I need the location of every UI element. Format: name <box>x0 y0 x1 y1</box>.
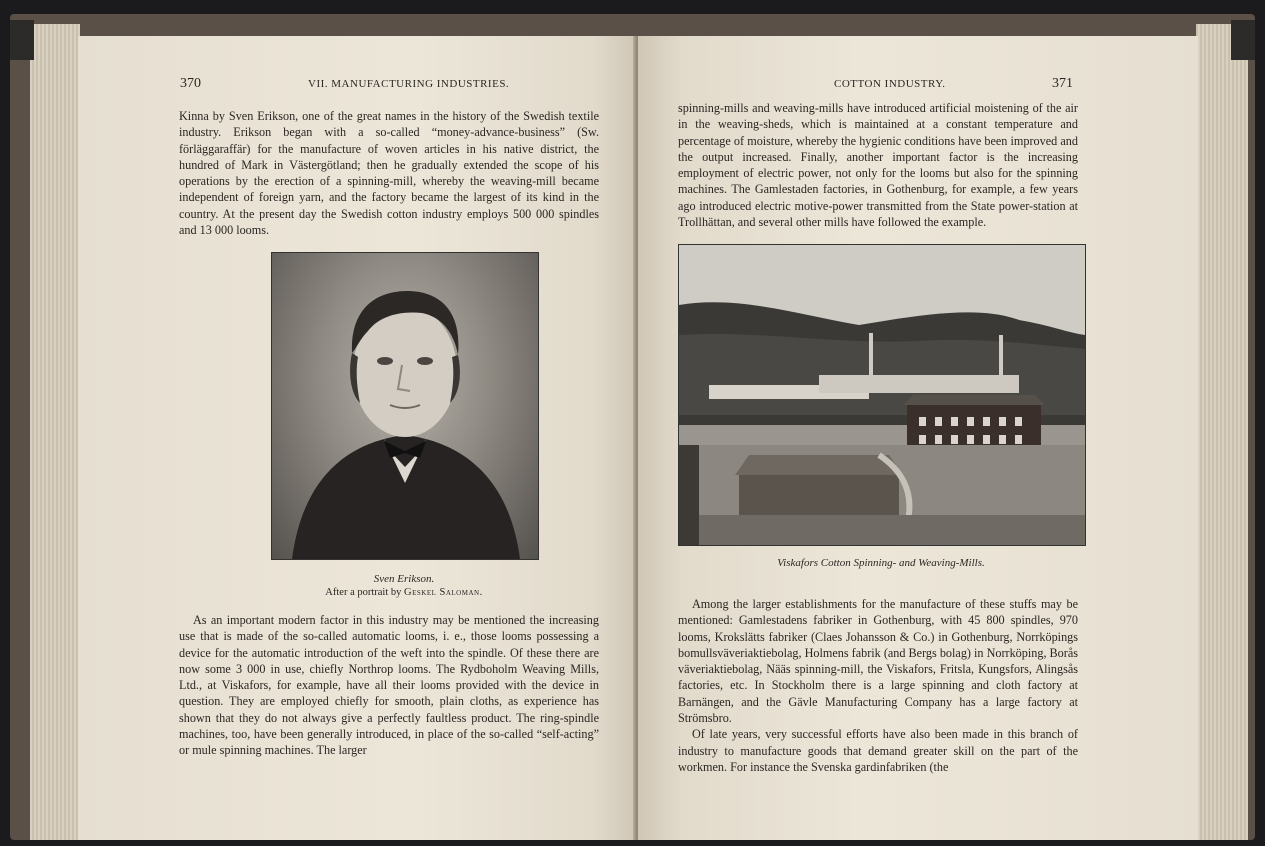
right-page <box>638 36 1198 840</box>
portrait-image <box>271 252 539 560</box>
portrait-caption-artist: Geskel Saloman. <box>404 587 483 598</box>
open-book <box>10 14 1255 840</box>
left-paragraph-2 <box>179 612 599 759</box>
page-number-right: 371 <box>1052 76 1073 91</box>
right-page-edges <box>1196 24 1248 840</box>
right-paragraph-2-text: Among the larger establishments for the manufacture of these stuffs may be mentioned: Gamlestadens fabriker in Gothenburg, with 45 800 spindles, 970 looms, Krokslätts fabriker (Claes Johansson & Co.) in Gothenburg, Norrköpings bomullsväveriaktiebolag, Holmens fabrik (and Bergs bolag) in Norrköping, Borås väveriaktiebolag, Nääs spinning-mill, the Viskafors, Fritsla, Kungsfors, Alingsås factories, etc. In Stockholm there is a large spinning and cloth factory at Barnängen, and the Gävle Manufacturing Company has a large factory at Strömsbro. <box>678 597 1078 726</box>
right-paragraph-2 <box>678 596 1078 775</box>
page-number-left: 370 <box>180 76 201 91</box>
mill-illustration <box>679 245 1085 545</box>
left-paragraph-2-text: As an important modern factor in this industry may be mentioned the increasing use that is made of the so-called automatic looms, i. e., those looms possessing a device for the automatic introduction of the weft into the spindle. Of these there are now some 3 000 in use, chiefly Northrop looms. The Rydboholm Weaving Mills, Ltd., at Viskafors, for example, have all their looms provided with the device in question. They are employed chiefly for smooth, plain cloths, as experience has shown that they do not always give a perfectly faultless product. The ring-spindle machines, too, have been generally introduced, in place of the so-called “self-acting” or mule spinning machines. The larger <box>179 613 599 758</box>
right-paragraph-1-text: spinning-mills and weaving-mills have introduced artificial moistening of the air in the weaving-sheds, which is maintained at a constant temperature and percentage of moisture, whereby the hygienic conditions have been improved and the output increased. Finally, another important factor is the increasing employment of electric power, not only for the looms but also for the spinning machines. The Gamlestaden factories, in Gothenburg, for example, a few years ago introduced electric motive-power transmitted from the State power-station at Trollhättan, and several other mills have followed the example. <box>678 101 1078 230</box>
left-page <box>78 36 636 840</box>
left-paragraph-1-text: Kinna by Sven Erikson, one of the great names in the history of the Swedish textile industry. Erikson began with a so-called “money-advance-business” (Sw. förläggaraffär) for the manufacture of woven articles in his native district, the hundred of Mark in Västergötland; then he gradually extended the scope of his operations by the erection of a spinning-mill, whereby the weaving-mill became independent of foreign yarn, and the factory became the largest of its kind in the country. At the present day the Swedish cotton industry employs 500 000 spindles and 13 000 looms. <box>179 109 599 238</box>
portrait-caption <box>271 572 537 600</box>
photo-caption-text: Viskafors Cotton Spinning- and Weaving-Mills. <box>777 557 985 569</box>
running-header-right: COTTON INDUSTRY. <box>834 78 946 90</box>
portrait-caption-credit-prefix: After a portrait by <box>325 587 402 598</box>
right-paragraph-3-text: Of late years, very successful efforts have also been made in this branch of industry to manufacture goods that demand greater skill on the part of the workmen. For instance the Svenska gardinfabriken (the <box>678 727 1078 774</box>
portrait-illustration <box>272 253 538 559</box>
portrait-caption-credit <box>271 586 537 600</box>
corner-protector-top-right <box>1231 20 1255 60</box>
portrait-caption-name: Sven Erikson. <box>373 573 435 585</box>
photo-caption <box>678 556 1084 570</box>
left-page-edges <box>30 24 80 840</box>
right-paragraph-1 <box>678 100 1078 230</box>
running-header-left: VII. MANUFACTURING INDUSTRIES. <box>308 78 510 90</box>
corner-protector-top-left <box>10 20 34 60</box>
left-paragraph-1 <box>179 108 599 238</box>
mill-photograph <box>678 244 1086 546</box>
